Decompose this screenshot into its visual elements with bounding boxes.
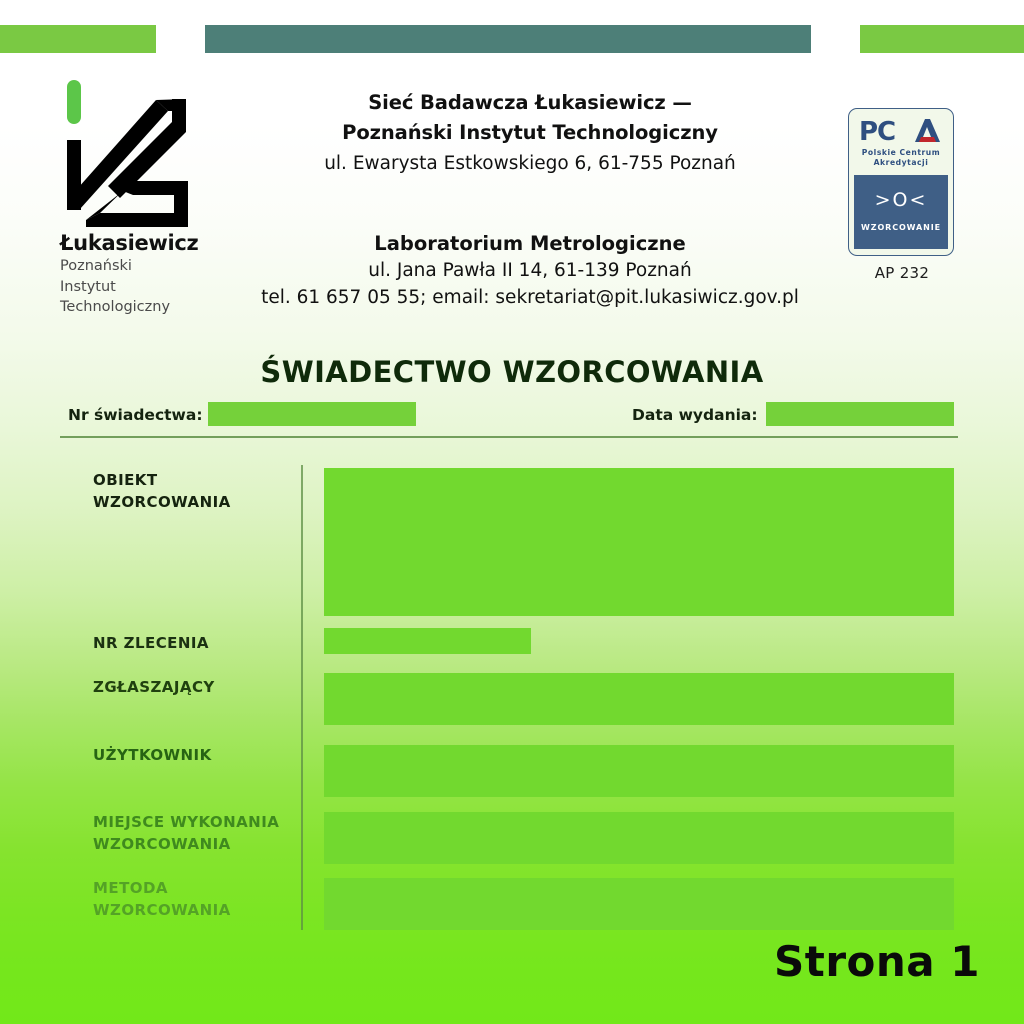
top-bar-middle — [205, 25, 811, 53]
field-value-applicant[interactable] — [324, 673, 954, 725]
field-label-user — [93, 745, 212, 767]
cert-number-label: Nr świadectwa: — [68, 406, 203, 424]
field-value-calibration-place[interactable] — [324, 812, 954, 864]
pca-subtitle-line-2: Akredytacji — [873, 158, 929, 168]
org-address: ul. Ewarysta Estkowskiego 6, 61-755 Poznań — [324, 153, 736, 175]
laboratory-header — [235, 230, 825, 312]
field-label-line-1: METODA — [93, 879, 168, 897]
pca-accreditation-code: AP 232 — [874, 264, 930, 282]
field-label-line-2: WZORCOWANIA — [93, 900, 231, 919]
lukasiewicz-logo — [60, 78, 230, 318]
pca-logo-icon — [849, 116, 953, 146]
field-label-calibration-object — [93, 470, 231, 513]
pca-accreditation-badge — [848, 108, 956, 282]
field-value-order-number[interactable] — [324, 628, 531, 654]
field-label-line-1: NR ZLECENIA — [93, 634, 209, 652]
top-bar-left — [0, 25, 156, 53]
certificate-meta-row — [0, 402, 1024, 430]
cert-number-value[interactable] — [208, 402, 416, 426]
field-label-line-2: WZORCOWANIA — [93, 492, 231, 511]
pca-subtitle-line-1: Polskie Centrum — [861, 148, 941, 157]
page-number-label: Strona 1 — [774, 937, 980, 986]
field-label-line-1: ZGŁASZAJĄCY — [93, 678, 215, 696]
field-label-line-1: MIEJSCE WYKONANIA — [93, 813, 280, 831]
field-value-calibration-object[interactable] — [324, 468, 954, 616]
page-title: ŚWIADECTWO WZORCOWANIA — [260, 355, 764, 389]
pca-scope-label: WZORCOWANIE — [861, 223, 941, 232]
field-label-applicant — [93, 677, 215, 699]
field-label-line-1: OBIEKT — [93, 471, 158, 489]
field-label-calibration-method — [93, 878, 231, 921]
org-name-line-1: Sieć Badawcza Łukasiewicz — — [368, 91, 692, 114]
form-vertical-divider — [301, 465, 303, 930]
field-label-order-number — [93, 633, 209, 655]
logo-subtitle-line-2: Instytut — [60, 278, 116, 295]
lukasiewicz-logo-mark — [60, 78, 200, 230]
logo-subtitle-line-3: Technologiczny — [60, 299, 171, 316]
field-label-calibration-place — [93, 812, 279, 855]
svg-text:PC: PC — [859, 117, 896, 145]
organization-header — [235, 88, 825, 179]
field-label-line-2: WZORCOWANIA — [93, 834, 231, 853]
field-value-calibration-method[interactable] — [324, 878, 954, 930]
issue-date-value[interactable] — [766, 402, 954, 426]
org-name-line-2: Poznański Instytut Technologiczny — [342, 121, 718, 145]
lab-address: ul. Jana Pawła II 14, 61-139 Poznań — [368, 260, 692, 282]
field-value-user[interactable] — [324, 745, 954, 797]
logo-wordmark: Łukasiewicz — [60, 231, 199, 255]
logo-subtitle — [60, 256, 230, 318]
header-divider — [60, 436, 958, 438]
field-label-line-1: UŻYTKOWNIK — [93, 746, 212, 764]
top-bar-right — [860, 25, 1024, 53]
pca-card — [848, 108, 954, 256]
lab-contact: tel. 61 657 05 55; email: sekretariat@pit.lukasiwicz.gov.pl — [261, 287, 799, 309]
lab-name: Laboratorium Metrologiczne — [374, 232, 686, 255]
issue-date-label: Data wydania: — [632, 406, 758, 424]
pca-scope-panel — [854, 175, 948, 249]
pca-symbol-icon: >O< — [874, 189, 928, 211]
logo-subtitle-line-1: Poznański — [60, 258, 132, 275]
